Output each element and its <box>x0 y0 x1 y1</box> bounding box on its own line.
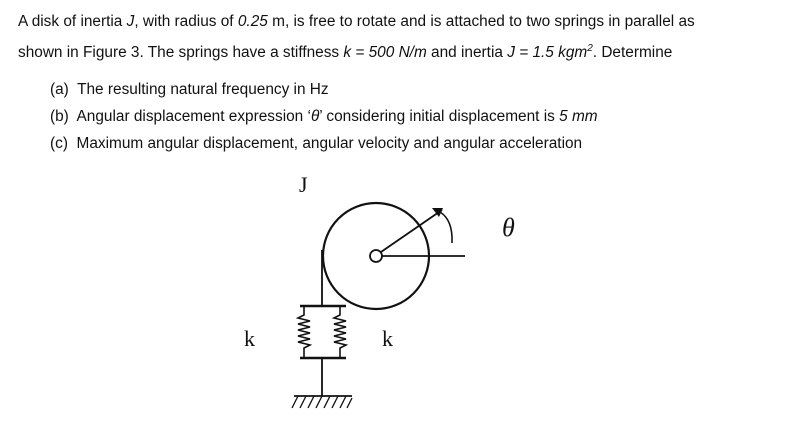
text-span: shown in Figure 3. The springs have a stiffness <box>18 44 344 62</box>
problem-line-2 <box>18 35 798 66</box>
inertia-value-text: J = 1.5 kgm <box>507 44 588 62</box>
problem-line-1 <box>18 8 798 35</box>
text-span: and inertia <box>426 44 508 62</box>
inertia-symbol: J <box>126 13 135 30</box>
problem-statement <box>18 8 798 66</box>
inertia-value <box>507 44 593 61</box>
part-label: (a) <box>50 81 69 98</box>
text-span: . Determine <box>592 44 673 62</box>
label-theta: θ <box>502 213 515 242</box>
text-span: m, is free to rotate and is attached to two springs in parallel as <box>267 13 695 30</box>
part-text: Maximum angular displacement, angular velocity and angular acceleration <box>76 135 583 152</box>
theta-symbol: θ <box>310 108 320 125</box>
part-c <box>50 130 598 157</box>
disk-center-pin <box>370 250 382 262</box>
part-label: (c) <box>50 135 68 152</box>
text-span: A disk of inertia <box>18 13 127 30</box>
spring-left <box>298 306 310 358</box>
part-label: (b) <box>50 108 69 125</box>
part-text: ’ considering initial displacement is <box>319 108 560 125</box>
text-span: , with radius of <box>134 13 238 30</box>
label-k-right: k <box>382 326 393 351</box>
part-b <box>50 103 598 130</box>
superscript: 2 <box>587 43 593 54</box>
label-k-left: k <box>244 326 255 351</box>
label-J: J <box>299 172 308 197</box>
disk-spring-diagram <box>220 170 540 440</box>
question-parts <box>50 76 598 157</box>
part-text: Angular displacement expression ‘ <box>76 108 311 125</box>
stiffness-value: k = 500 N/m <box>343 44 427 62</box>
part-a <box>50 76 598 103</box>
spring-right <box>334 306 346 358</box>
ground-hatching <box>292 396 352 408</box>
part-text: The resulting natural frequency in Hz <box>77 81 329 98</box>
figure-3 <box>220 170 540 440</box>
radius-value: 0.25 <box>237 13 268 30</box>
displacement-value: 5 mm <box>559 108 598 125</box>
angle-arc <box>440 212 452 243</box>
